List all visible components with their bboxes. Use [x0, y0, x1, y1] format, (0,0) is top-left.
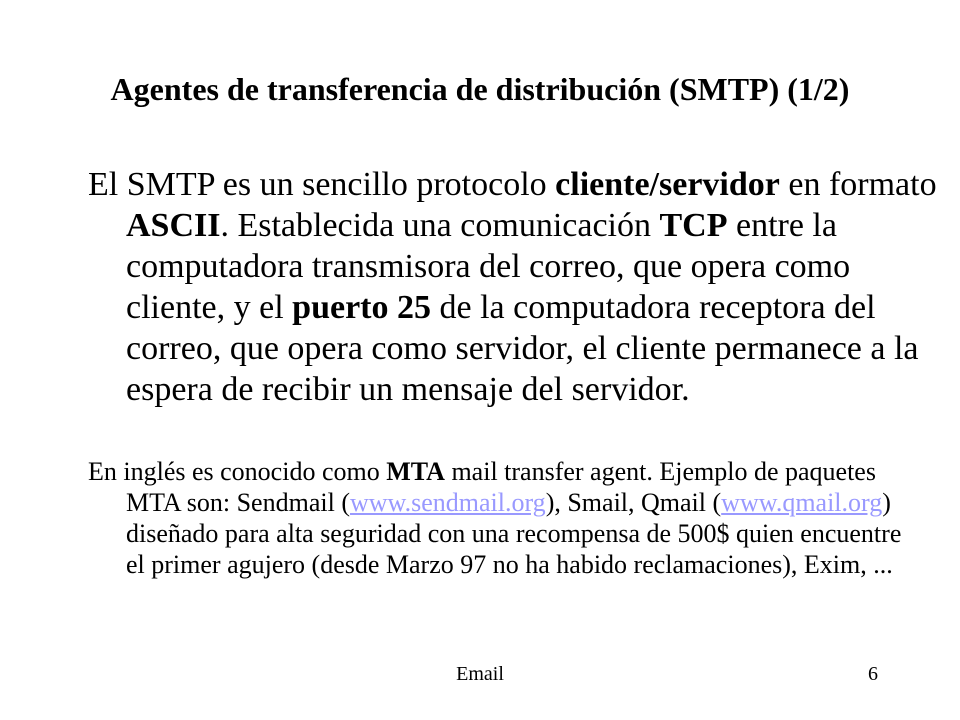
main-bold-puerto-25: puerto 25 [292, 289, 431, 326]
main-bold-ascii: ASCII [126, 207, 221, 244]
main-text-4: entre la computadora transmisora del correo, que opera como cliente, y el [126, 207, 851, 326]
main-bold-cliente-servidor: cliente/servidor [555, 166, 780, 203]
sendmail-link[interactable]: www.sendmail.org [349, 488, 546, 517]
second-bold-mta: MTA [386, 457, 445, 486]
page-number: 6 [868, 663, 878, 685]
main-paragraph [88, 164, 946, 410]
second-text-2: mail transfer agent. Ejemplo de paquetes MTA son: Sendmail ( [126, 457, 876, 517]
second-text-1: En inglés es conocido como [88, 457, 387, 486]
qmail-link[interactable]: www.qmail.org [721, 488, 883, 517]
slide-title: Agentes de transferencia de distribución (SMTP) (1/2) [110, 71, 850, 107]
main-text-1: El SMTP es un sencillo protocolo [88, 166, 556, 203]
main-text-5: de la computadora receptora del correo, que opera como servidor, el cliente permanece a la espera de recibir un mensaje del servidor. [126, 289, 919, 408]
second-text-3: ), Smail, Qmail ( [545, 488, 722, 517]
main-bold-tcp: TCP [659, 207, 728, 244]
footer-label: Email [456, 663, 504, 685]
second-paragraph [88, 456, 926, 580]
second-text-4: ) diseñado para alta seguridad con una recompensa de 500$ quien encuentre el primer agujero (desde Marzo 97 no ha habido reclamaciones), Exim, ... [126, 488, 902, 579]
main-text-2: en formato [779, 166, 937, 203]
main-text-3: . Establecida una comunicación [220, 207, 660, 244]
